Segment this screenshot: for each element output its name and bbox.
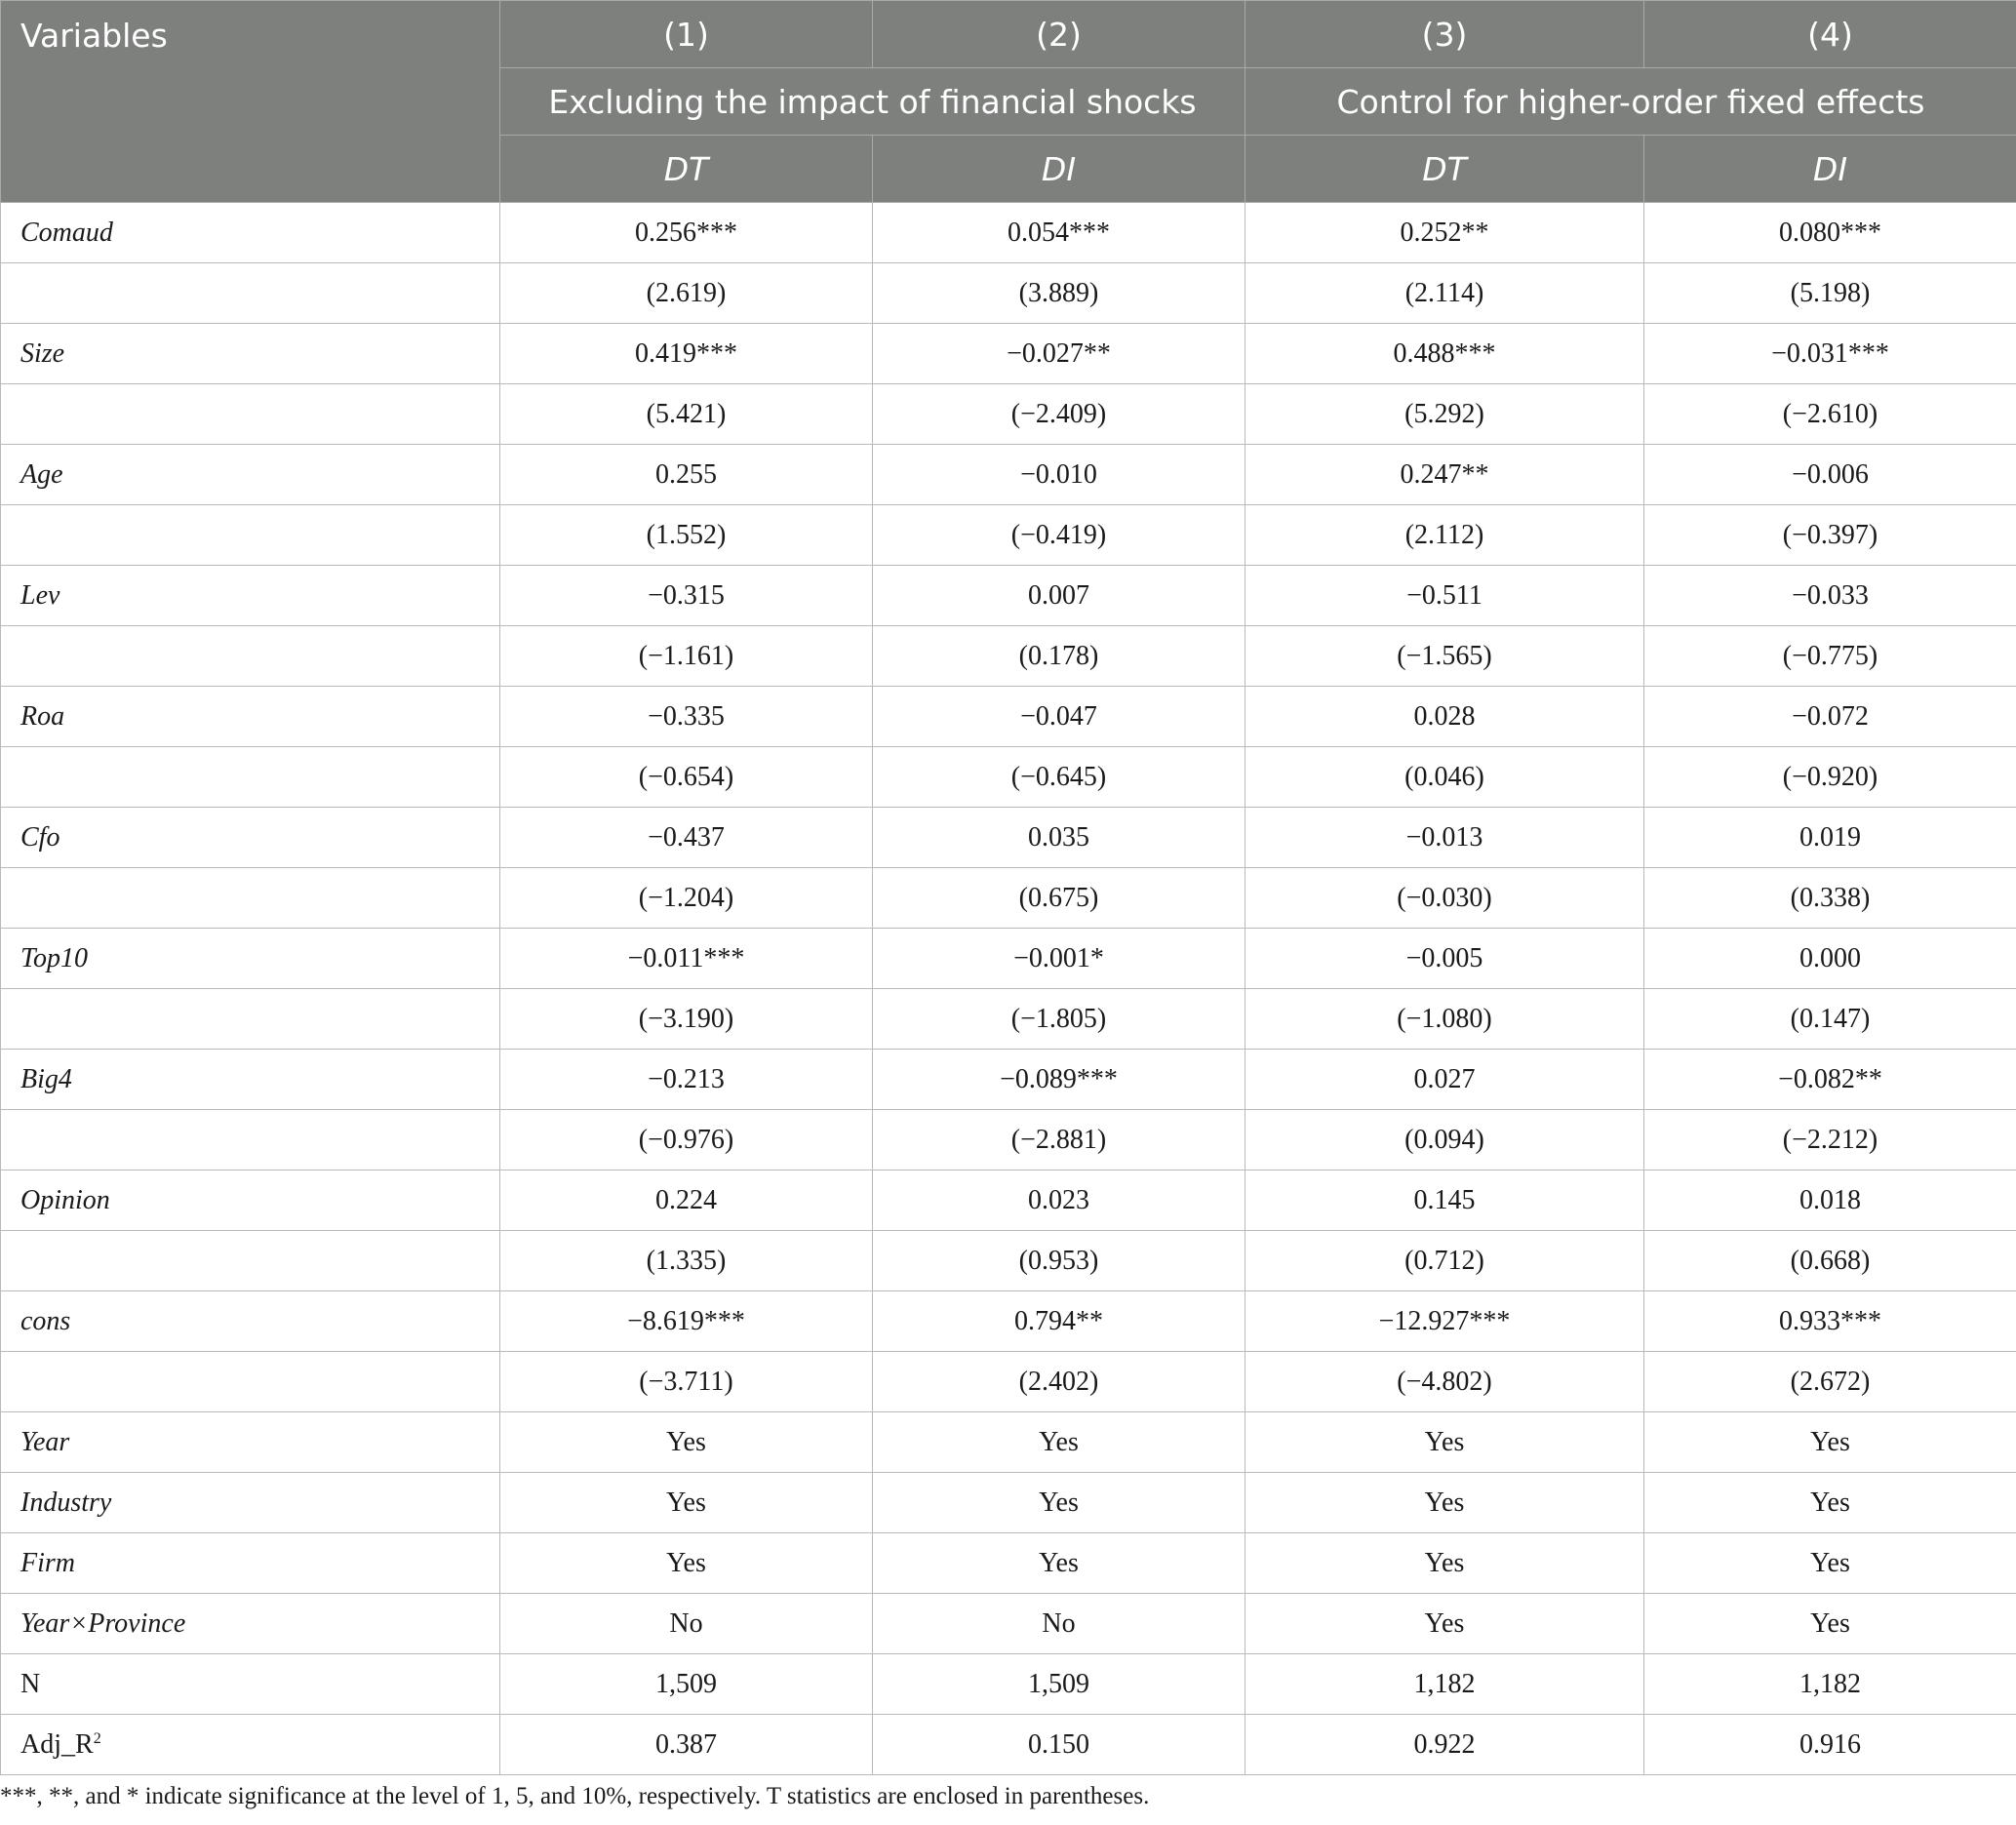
dependent-variable-2: DI — [873, 136, 1245, 203]
cell-value: 0.027 — [1245, 1050, 1644, 1110]
row-label: Roa — [1, 687, 500, 747]
row-label: Year×Province — [1, 1594, 500, 1654]
cell-value: (0.675) — [873, 868, 1245, 929]
cell-value: (0.094) — [1245, 1110, 1644, 1170]
cell-value: −0.010 — [873, 445, 1245, 505]
cell-value: Yes — [1245, 1533, 1644, 1594]
cell-value: 0.007 — [873, 566, 1245, 626]
table-row — [1, 1231, 2016, 1291]
cell-value: No — [873, 1594, 1245, 1654]
group-header-fixed-effects: Control for higher-order fixed effects — [1245, 68, 2016, 136]
adj-r2-value-4: 0.916 — [1644, 1715, 2016, 1775]
cell-value: Yes — [1644, 1473, 2016, 1533]
cell-value: (0.147) — [1644, 989, 2016, 1050]
cell-value: (−1.805) — [873, 989, 1245, 1050]
row-label — [1, 989, 500, 1050]
cell-value: 0.028 — [1245, 687, 1644, 747]
cell-value: −0.315 — [500, 566, 873, 626]
dependent-variable-1: DT — [500, 136, 873, 203]
row-label: Age — [1, 445, 500, 505]
cell-value: (1.552) — [500, 505, 873, 566]
cell-value: Yes — [873, 1473, 1245, 1533]
table-header — [1, 1, 2016, 203]
row-label: Firm — [1, 1533, 500, 1594]
cell-value: (−4.802) — [1245, 1352, 1644, 1412]
table-body — [1, 203, 2016, 1775]
cell-value: −0.072 — [1644, 687, 2016, 747]
cell-value: (1.335) — [500, 1231, 873, 1291]
cell-value: Yes — [500, 1533, 873, 1594]
cell-value: (2.114) — [1245, 263, 1644, 324]
table-row — [1, 1291, 2016, 1352]
cell-value: (−0.030) — [1245, 868, 1644, 929]
cell-value: No — [500, 1594, 873, 1654]
cell-value: −0.001* — [873, 929, 1245, 989]
column-number-4: (4) — [1644, 1, 2016, 68]
cell-value: 0.255 — [500, 445, 873, 505]
cell-value: −0.006 — [1644, 445, 2016, 505]
cell-value: (−1.080) — [1245, 989, 1644, 1050]
cell-value: 0.000 — [1644, 929, 2016, 989]
cell-value: (2.402) — [873, 1352, 1245, 1412]
cell-value: −0.089*** — [873, 1050, 1245, 1110]
row-label: Opinion — [1, 1170, 500, 1231]
table-row — [1, 384, 2016, 445]
column-number-2: (2) — [873, 1, 1245, 68]
cell-value: 0.252** — [1245, 203, 1644, 263]
row-label: Comaud — [1, 203, 500, 263]
cell-value: 0.488*** — [1245, 324, 1644, 384]
adj-r2-value-1: 0.387 — [500, 1715, 873, 1775]
cell-value: (−0.920) — [1644, 747, 2016, 808]
row-label — [1, 626, 500, 687]
cell-value: Yes — [1644, 1412, 2016, 1473]
cell-value: 0.054*** — [873, 203, 1245, 263]
cell-value: Yes — [500, 1412, 873, 1473]
cell-value: 0.794** — [873, 1291, 1245, 1352]
cell-value: (−3.190) — [500, 989, 873, 1050]
cell-value: Yes — [1644, 1594, 2016, 1654]
cell-value: (2.619) — [500, 263, 873, 324]
cell-value: Yes — [1644, 1533, 2016, 1594]
cell-value: Yes — [873, 1533, 1245, 1594]
cell-value: 0.023 — [873, 1170, 1245, 1231]
cell-value: 0.419*** — [500, 324, 873, 384]
cell-value: −0.082** — [1644, 1050, 2016, 1110]
table-row — [1, 566, 2016, 626]
cell-value: −0.335 — [500, 687, 873, 747]
row-label — [1, 263, 500, 324]
table-row — [1, 868, 2016, 929]
table-row — [1, 1110, 2016, 1170]
table-row — [1, 626, 2016, 687]
cell-value: (−2.409) — [873, 384, 1245, 445]
adj-r2-superscript: 2 — [93, 1729, 101, 1747]
row-label — [1, 747, 500, 808]
table-row — [1, 1654, 2016, 1715]
cell-value: (−0.976) — [500, 1110, 873, 1170]
cell-value: (0.338) — [1644, 868, 2016, 929]
cell-value: 0.256*** — [500, 203, 873, 263]
cell-value: Yes — [1245, 1412, 1644, 1473]
cell-value: (−2.881) — [873, 1110, 1245, 1170]
cell-value: 0.145 — [1245, 1170, 1644, 1231]
cell-value: (−2.610) — [1644, 384, 2016, 445]
cell-value: (0.046) — [1245, 747, 1644, 808]
table-row — [1, 1170, 2016, 1231]
row-label: Cfo — [1, 808, 500, 868]
cell-value: −0.013 — [1245, 808, 1644, 868]
cell-value: (5.198) — [1644, 263, 2016, 324]
row-label — [1, 1352, 500, 1412]
row-label: Big4 — [1, 1050, 500, 1110]
cell-value: 0.224 — [500, 1170, 873, 1231]
cell-value: 1,509 — [873, 1654, 1245, 1715]
table-footnote: ***, **, and * indicate significance at the level of 1, 5, and 10%, respectively. T statistics are enclosed in parentheses. — [0, 1783, 1150, 1809]
row-label: N — [1, 1654, 500, 1715]
cell-value: (−1.565) — [1245, 626, 1644, 687]
cell-value: (0.712) — [1245, 1231, 1644, 1291]
table-row — [1, 1594, 2016, 1654]
row-label-adj-r2 — [1, 1715, 500, 1775]
row-label — [1, 1231, 500, 1291]
row-label: cons — [1, 1291, 500, 1352]
row-label: Size — [1, 324, 500, 384]
table-row-adj-r2 — [1, 1715, 2016, 1775]
cell-value: (−0.775) — [1644, 626, 2016, 687]
row-label: Year — [1, 1412, 500, 1473]
table-row — [1, 324, 2016, 384]
cell-value: Yes — [1245, 1473, 1644, 1533]
cell-value: (−0.419) — [873, 505, 1245, 566]
table-row — [1, 989, 2016, 1050]
cell-value: 0.035 — [873, 808, 1245, 868]
adj-r2-value-2: 0.150 — [873, 1715, 1245, 1775]
cell-value: −0.437 — [500, 808, 873, 868]
row-label: Top10 — [1, 929, 500, 989]
table-row — [1, 1533, 2016, 1594]
cell-value: (3.889) — [873, 263, 1245, 324]
cell-value: 0.933*** — [1644, 1291, 2016, 1352]
cell-value: −8.619*** — [500, 1291, 873, 1352]
group-header-financial-shocks: Excluding the impact of financial shocks — [500, 68, 1245, 136]
table-row — [1, 1473, 2016, 1533]
row-label — [1, 505, 500, 566]
table-row — [1, 445, 2016, 505]
variables-header: Variables — [1, 1, 500, 203]
cell-value: (−1.161) — [500, 626, 873, 687]
row-label — [1, 1110, 500, 1170]
dependent-variable-4: DI — [1644, 136, 2016, 203]
adj-r2-value-3: 0.922 — [1245, 1715, 1644, 1775]
cell-value: −0.031*** — [1644, 324, 2016, 384]
cell-value: 0.018 — [1644, 1170, 2016, 1231]
cell-value: Yes — [873, 1412, 1245, 1473]
cell-value: −0.511 — [1245, 566, 1644, 626]
cell-value: −12.927*** — [1245, 1291, 1644, 1352]
cell-value: (0.178) — [873, 626, 1245, 687]
cell-value: (5.421) — [500, 384, 873, 445]
cell-value: 1,509 — [500, 1654, 873, 1715]
table-row — [1, 505, 2016, 566]
table-row — [1, 203, 2016, 263]
table-row — [1, 1050, 2016, 1110]
column-number-3: (3) — [1245, 1, 1644, 68]
cell-value: (−1.204) — [500, 868, 873, 929]
row-label: Lev — [1, 566, 500, 626]
cell-value: −0.033 — [1644, 566, 2016, 626]
dependent-variable-3: DT — [1245, 136, 1644, 203]
column-number-1: (1) — [500, 1, 873, 68]
cell-value: 0.247** — [1245, 445, 1644, 505]
cell-value: (0.953) — [873, 1231, 1245, 1291]
cell-value: (−3.711) — [500, 1352, 873, 1412]
cell-value: 1,182 — [1644, 1654, 2016, 1715]
cell-value: 0.019 — [1644, 808, 2016, 868]
cell-value: (5.292) — [1245, 384, 1644, 445]
table-row — [1, 747, 2016, 808]
cell-value: 0.080*** — [1644, 203, 2016, 263]
table-row — [1, 808, 2016, 868]
table-row — [1, 1352, 2016, 1412]
row-label — [1, 384, 500, 445]
cell-value: Yes — [1245, 1594, 1644, 1654]
cell-value: −0.027** — [873, 324, 1245, 384]
cell-value: Yes — [500, 1473, 873, 1533]
cell-value: (−2.212) — [1644, 1110, 2016, 1170]
adj-r2-label: Adj_R — [20, 1728, 94, 1760]
table-row — [1, 263, 2016, 324]
cell-value: −0.047 — [873, 687, 1245, 747]
row-label — [1, 868, 500, 929]
cell-value: (2.672) — [1644, 1352, 2016, 1412]
cell-value: (−0.654) — [500, 747, 873, 808]
cell-value: (−0.645) — [873, 747, 1245, 808]
table-row — [1, 687, 2016, 747]
cell-value: (0.668) — [1644, 1231, 2016, 1291]
table-row — [1, 1412, 2016, 1473]
cell-value: −0.213 — [500, 1050, 873, 1110]
cell-value: (2.112) — [1245, 505, 1644, 566]
cell-value: −0.005 — [1245, 929, 1644, 989]
cell-value: 1,182 — [1245, 1654, 1644, 1715]
cell-value: −0.011*** — [500, 929, 873, 989]
cell-value: (−0.397) — [1644, 505, 2016, 566]
table-row — [1, 929, 2016, 989]
row-label: Industry — [1, 1473, 500, 1533]
